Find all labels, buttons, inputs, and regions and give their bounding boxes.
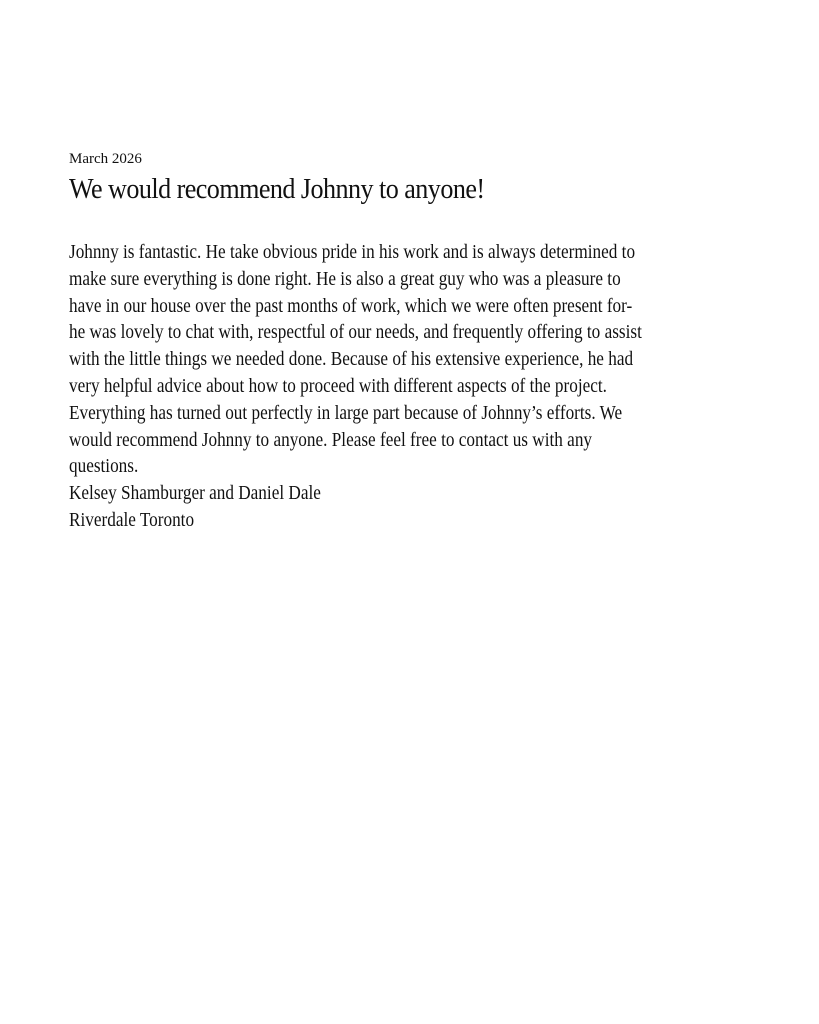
letter — [69, 148, 769, 534]
body-line: Johnny is fantastic. He take obvious pride in his work and is always determined to — [69, 241, 636, 263]
body-line: have in our house over the past months of work, which we were often present for- — [69, 294, 633, 317]
letter-heading: We would recommend Johnny to anyone! — [69, 173, 485, 205]
body-line: would recommend Johnny to anyone. Please feel free to contact us with any — [69, 428, 593, 451]
body-line: make sure everything is done right. He is also a great guy who was a pleasure to — [69, 267, 621, 290]
body-line: Everything has turned out perfectly in large part because of Johnny’s efforts. We — [69, 401, 623, 424]
body-line: he was lovely to chat with, respectful of our needs, and frequently offering to assist — [69, 321, 642, 344]
letter-body — [69, 239, 769, 534]
body-line: questions. — [69, 455, 139, 478]
body-line: with the little things we needed done. Because of his extensive experience, he had — [69, 348, 634, 371]
signature-names: Kelsey Shamburger and Daniel Dale — [69, 482, 321, 505]
letter-date: March 2026 — [69, 151, 142, 167]
body-line: very helpful advice about how to proceed with different aspects of the project. — [69, 374, 607, 397]
signature-location: Riverdale Toronto — [69, 508, 195, 531]
